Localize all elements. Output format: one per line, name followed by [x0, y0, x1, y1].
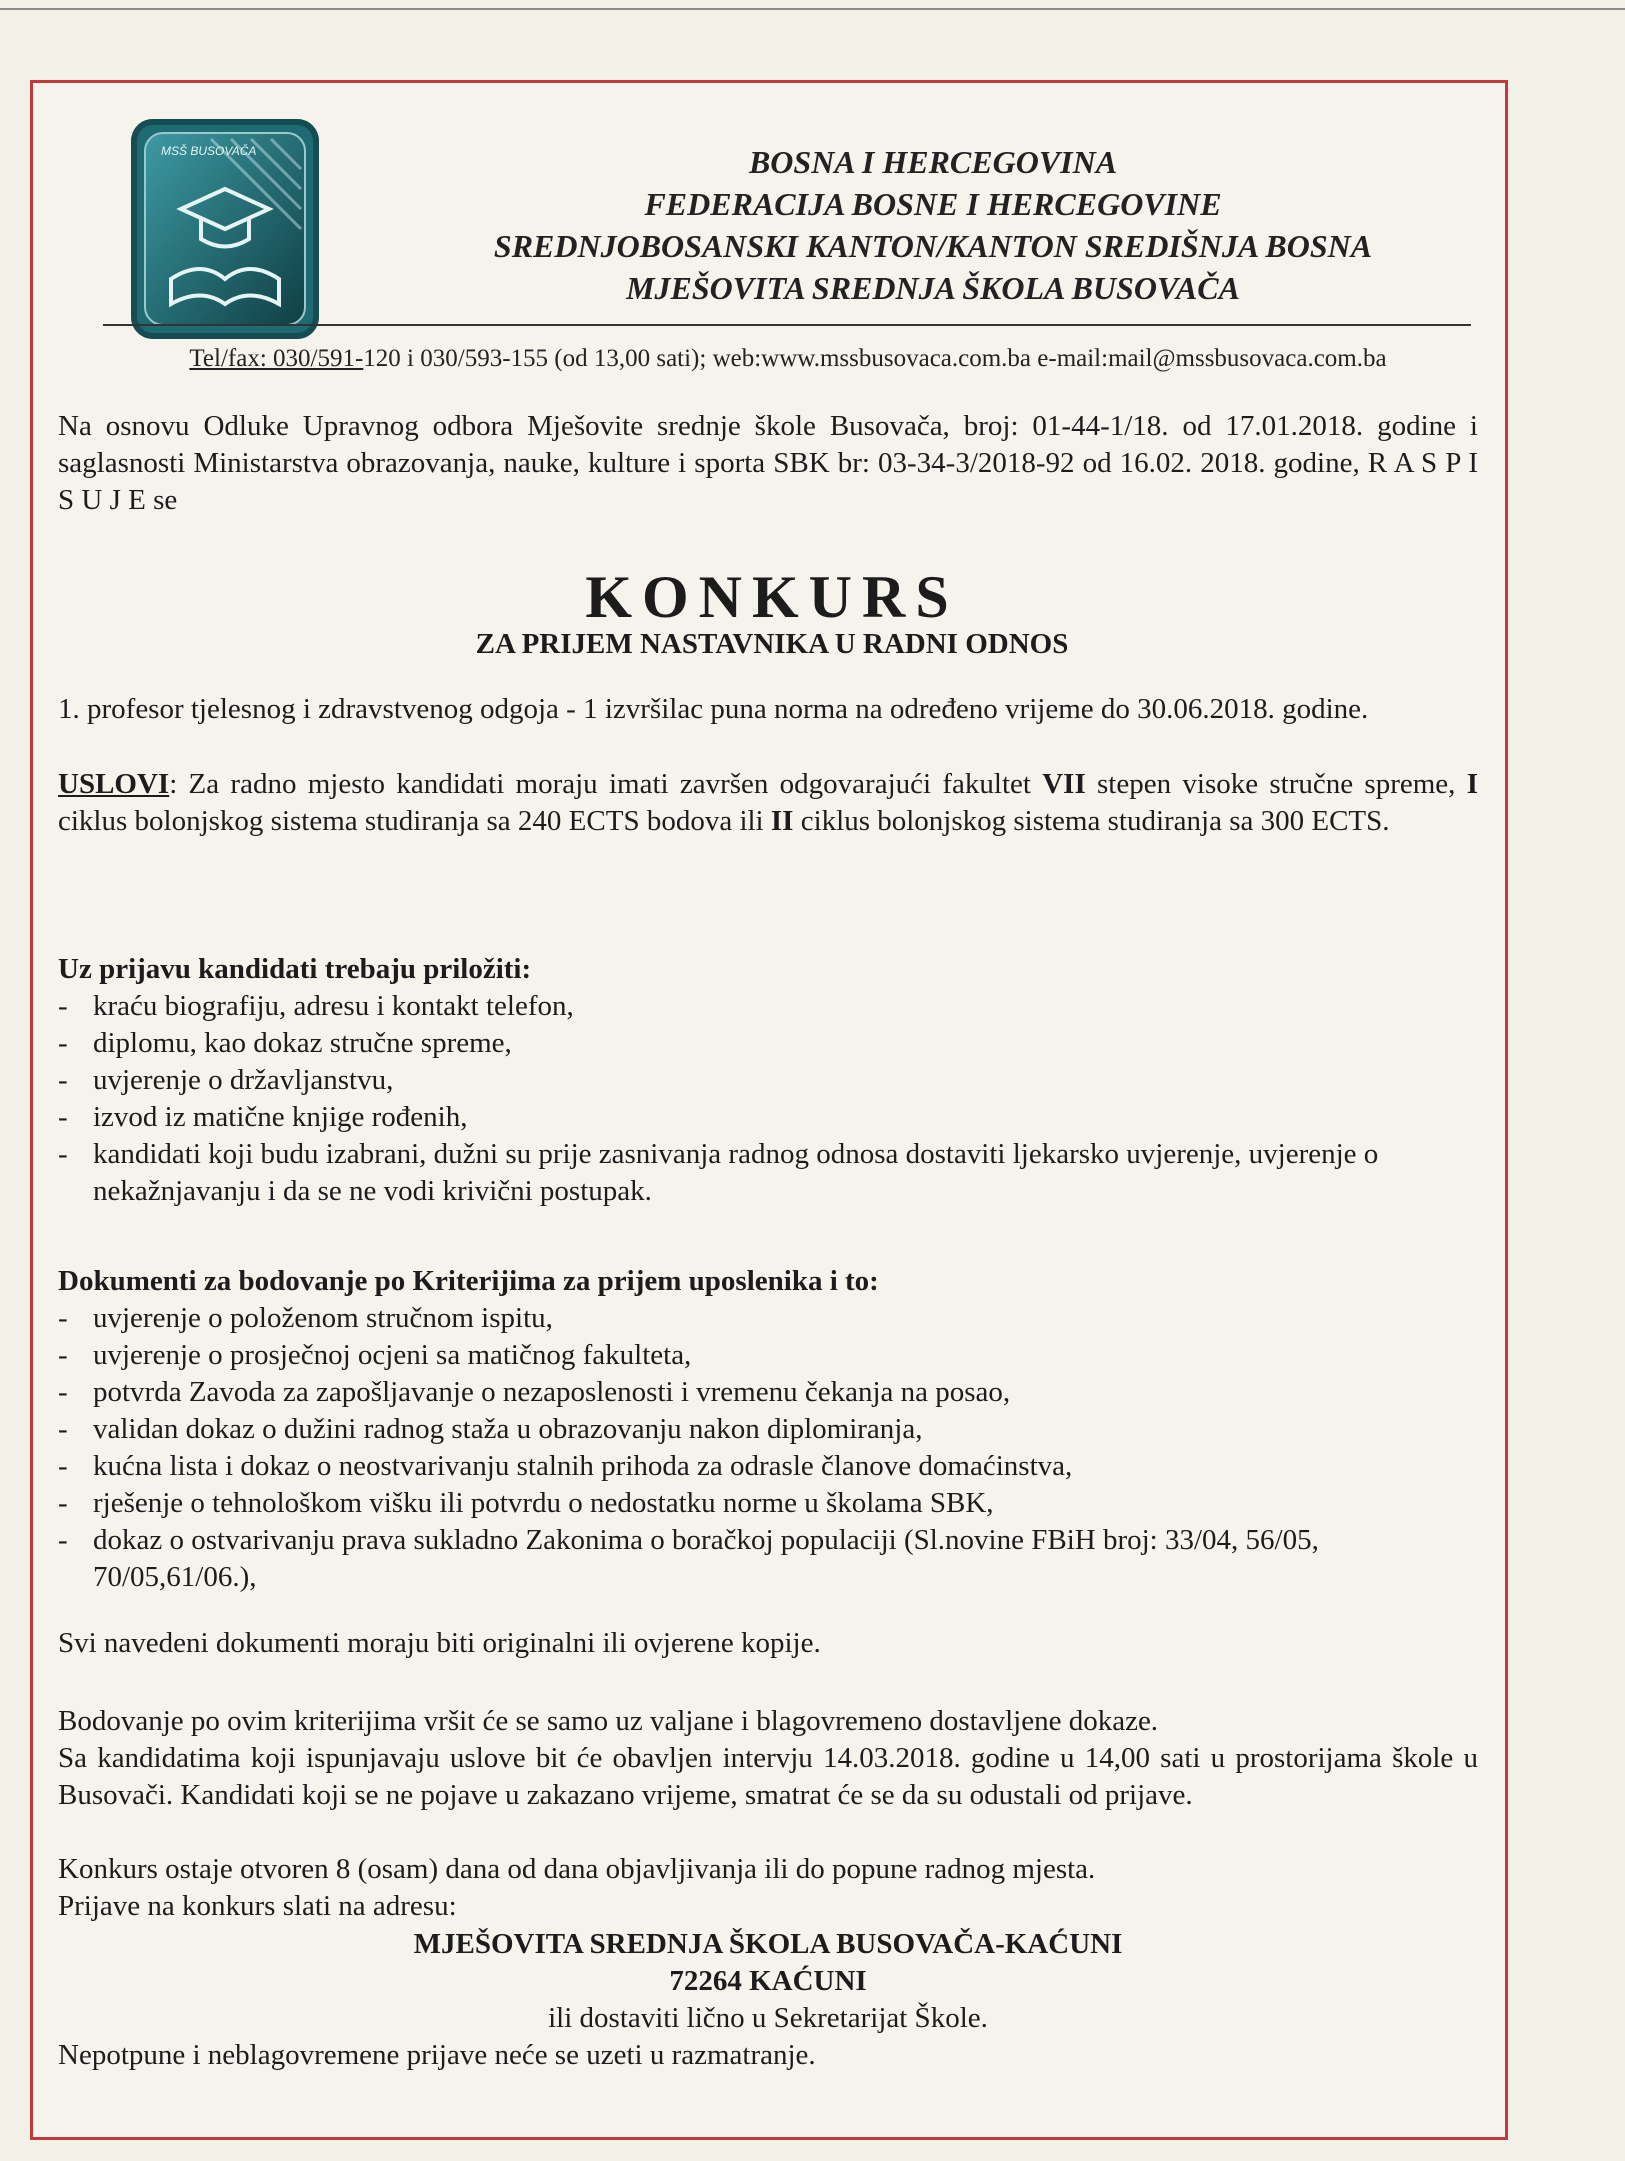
- page-title: KONKURS: [585, 564, 959, 630]
- address-postal: 72264 KAĆUNI: [669, 1965, 867, 1997]
- list-item: - kandidati koji budu izabrani, dužni su prije zasnivanja radnog odnosa dostaviti ljekarsko uvjerenje, uvjerenje o nekažnjavanju i da se ne vodi krivični postupak.: [58, 1138, 1379, 1207]
- documents-list: [58, 1300, 1478, 1596]
- closing-paragraph-1: Bodovanje po ovim kriterijima vršit će se samo uz valjane i blagovremeno dostavljene dokaze.: [58, 1705, 1159, 1737]
- documents-note: Svi navedeni dokumenti moraju biti originalni ili ovjerene kopije.: [58, 1627, 821, 1659]
- conditions-cycle-2: II: [770, 805, 794, 837]
- contact-label: Tel/fax: 030/591-: [189, 345, 364, 372]
- institution-header: [373, 141, 1493, 309]
- conditions-text: : Za radno mjesto kandidati moraju imati završen odgovarajući fakultet: [169, 768, 1043, 800]
- list-item: - validan dokaz o dužini radnog staža u obrazovanju nakon diplomiranja,: [58, 1413, 923, 1445]
- list-item: - kraću biografiju, adresu i kontakt telefon,: [58, 990, 574, 1022]
- page-top-rule: [0, 8, 1625, 10]
- conditions-text: ciklus bolonjskog sistema studiranja sa 300 ECTS.: [793, 805, 1390, 837]
- footer-note: Nepotpune i neblagovremene prijave neće se uzeti u razmatranje.: [58, 2039, 816, 2071]
- list-item: - potvrda Zavoda za zapošljavanje o nezaposlenosti i vremenu čekanja na posao,: [58, 1376, 1011, 1408]
- list-item: - diplomu, kao dokaz stručne spreme,: [58, 1027, 512, 1059]
- closing-paragraph-2: Sa kandidatima koji ispunjavaju uslove bit će obavljen intervju 14.03.2018. godine u 14,00 sati u prostorijama škole u Busovači. Kandidati koji se ne pojave u zakazano vrijeme, smatrat će se da su odustali od prijave.: [58, 1742, 1478, 1811]
- logo-emblem-icon: [131, 119, 319, 339]
- header-line-country: BOSNA I HERCEGOVINA: [748, 144, 1118, 180]
- attachments-list: [58, 988, 1478, 1210]
- contact-line: [73, 345, 1503, 373]
- logo-text: MSŠ BUSOVAČA: [161, 144, 257, 158]
- list-item: - kućna lista i dokaz o neostvarivanju stalnih prihoda za odrasle članove domaćinstva,: [58, 1450, 1073, 1482]
- header-line-school: MJEŠOVITA SREDNJA ŠKOLA BUSOVAČA: [626, 270, 1240, 306]
- list-item: - rješenje o tehnološkom višku ili potvrdu o nedostatku norme u školama SBK,: [58, 1487, 994, 1519]
- list-item: - dokaz o ostvarivanju prava sukladno Zakonima o boračkoj populaciji (Sl.novine FBiH broj: 33/04, 56/05, 70/05,61/06.),: [58, 1524, 1319, 1593]
- school-logo: [131, 119, 319, 339]
- conditions-degree: VII: [1042, 768, 1086, 800]
- list-item: - uvjerenje o položenom stručnom ispitu,: [58, 1302, 553, 1334]
- list-item: - uvjerenje o prosječnoj ocjeni sa matičnog fakulteta,: [58, 1339, 692, 1371]
- page-subtitle: ZA PRIJEM NASTAVNIKA U RADNI ODNOS: [475, 628, 1069, 660]
- conditions-text: ciklus bolonjskog sistema studiranja sa 240 ECTS bodova ili: [58, 805, 771, 837]
- contact-details: 120 i 030/593-155 (od 13,00 sati); web:www.mssbusovaca.com.ba e-mail:mail@mssbusovaca.com.ba: [363, 345, 1387, 372]
- conditions-cycle-1: I: [1466, 768, 1478, 800]
- closing-paragraph-4: Prijave na konkurs slati na adresu:: [58, 1890, 457, 1922]
- conditions-label: USLOVI: [58, 768, 170, 800]
- conditions-paragraph: [58, 766, 1478, 840]
- closing-paragraph-3: Konkurs ostaje otvoren 8 (osam) dana od dana objavljivanja ili do popune radnog mjesta.: [58, 1853, 1096, 1885]
- list-item: - izvod iz matične knjige rođenih,: [58, 1101, 468, 1133]
- announcement-frame: [30, 80, 1508, 2140]
- position-description: 1. profesor tjelesnog i zdravstvenog odgoja - 1 izvršilac puna norma na određeno vrijeme do 30.06.2018. godine.: [58, 693, 1369, 725]
- header-line-canton: SREDNJOBOSANSKI KANTON/KANTON SREDIŠNJA BOSNA: [493, 228, 1373, 264]
- documents-heading: Dokumenti za bodovanje po Kriterijima za prijem uposlenika i to:: [58, 1265, 879, 1297]
- attachments-heading: Uz prijavu kandidati trebaju priložiti:: [58, 953, 532, 985]
- list-item: - uvjerenje o državljanstvu,: [58, 1064, 394, 1096]
- address-alternative: ili dostaviti lično u Sekretarijat Škole.: [548, 2002, 988, 2034]
- conditions-text: stepen visoke stručne spreme,: [1085, 768, 1467, 800]
- header-divider: [103, 324, 1471, 326]
- intro-paragraph: Na osnovu Odluke Upravnog odbora Mješovite srednje škole Busovača, broj: 01-44-1/18. od 17.01.2018. godine i saglasnosti Ministarstva obrazovanja, nauke, kulture i sporta SBK br: 03-34-3/2018-92 od 16.02. 2018. godine, R A S P I S U J E se: [58, 410, 1478, 516]
- address-school: MJEŠOVITA SREDNJA ŠKOLA BUSOVAČA-KAĆUNI: [413, 1928, 1123, 1960]
- header-line-federation: FEDERACIJA BOSNE I HERCEGOVINE: [644, 186, 1222, 222]
